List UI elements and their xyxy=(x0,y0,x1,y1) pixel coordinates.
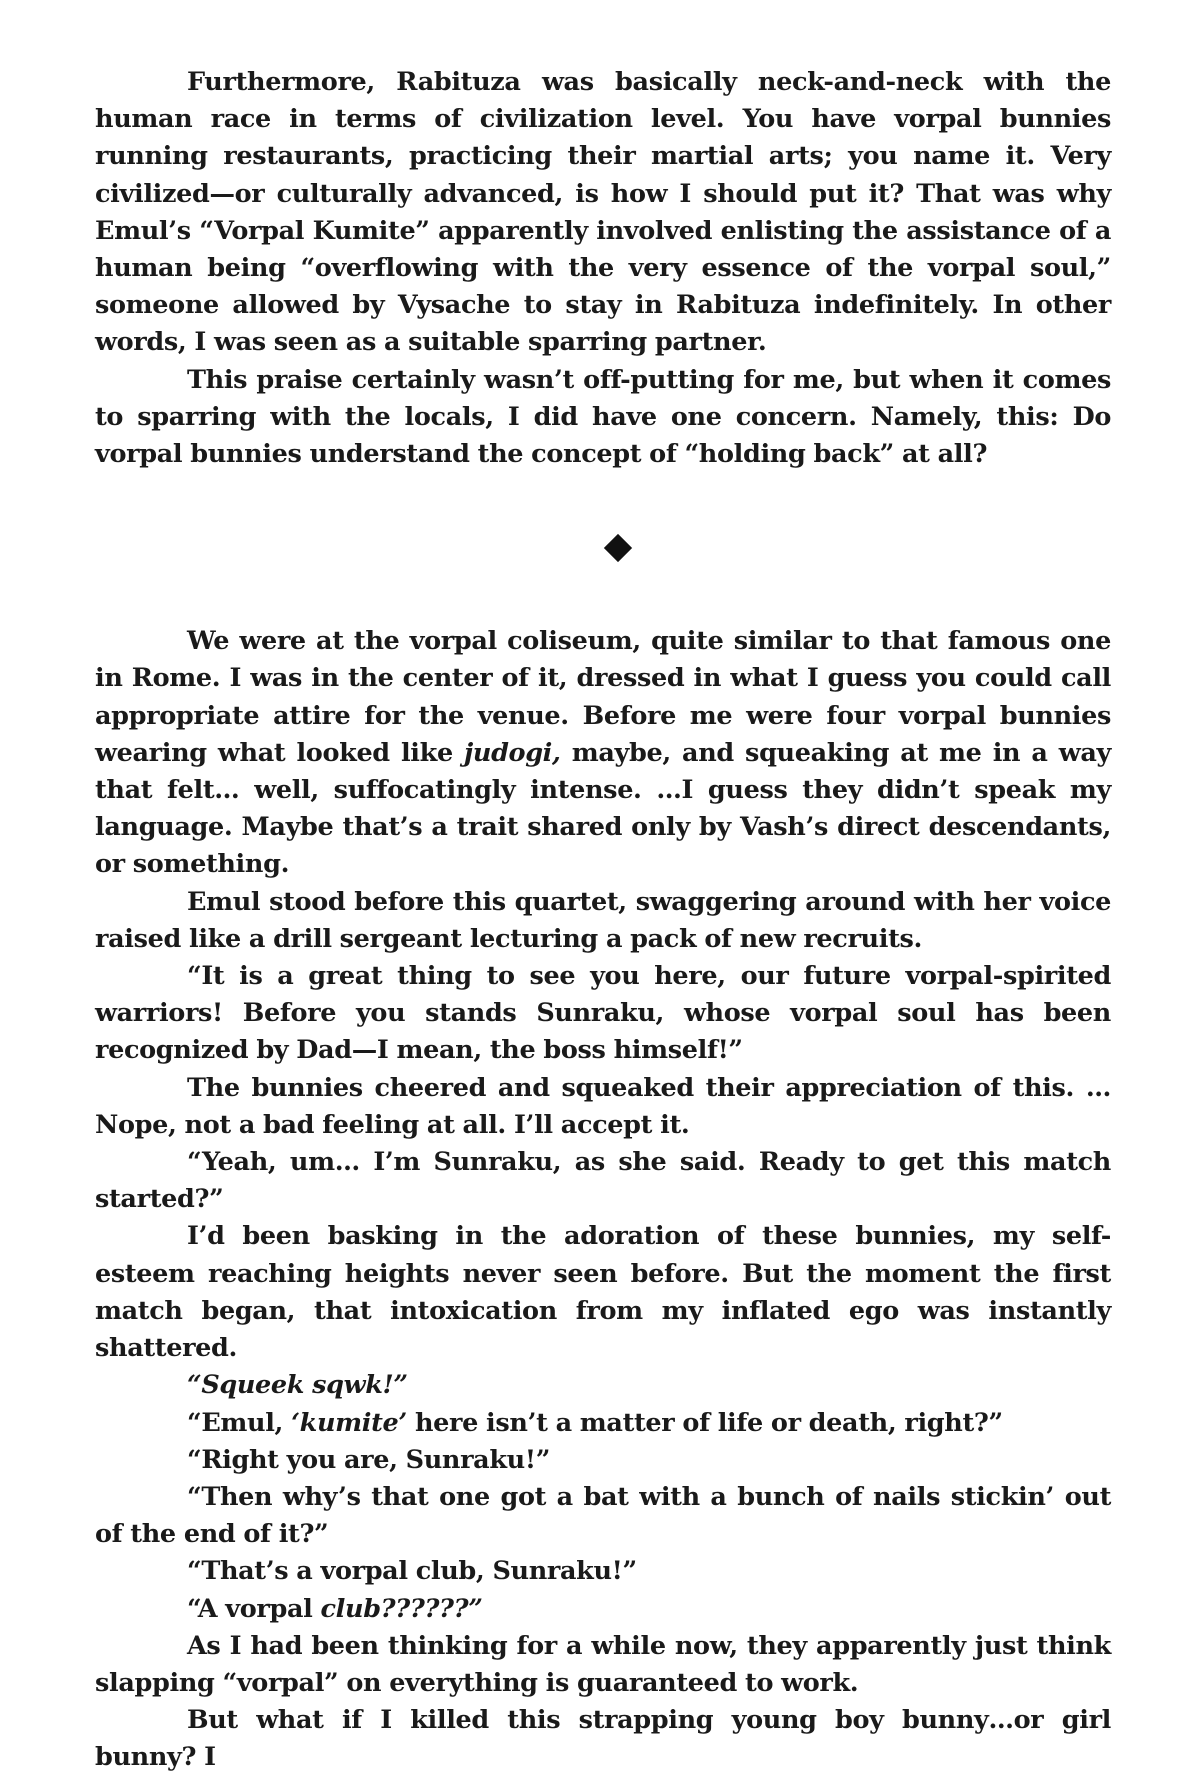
text-run: “It is a great thing to see you here, our future vorpal-spirited warriors! Before you stands Sunraku, whose vorpal soul has been recognized by Dad—I mean, the boss himself!” xyxy=(95,961,1111,1066)
italic-text: ‘kumite’ xyxy=(291,1407,407,1438)
text-run: “Yeah, um… I’m Sunraku, as she said. Ready to get this match started?” xyxy=(95,1147,1111,1215)
text-run: I’d been basking in the adoration of these bunnies, my self-esteem reaching heights never seen before. But the moment the first match began, that intoxication from my inflated ego was instantly shattered. xyxy=(95,1221,1111,1364)
scene-break xyxy=(95,473,1111,623)
italic-text: judogi, xyxy=(464,737,561,768)
text-run: We were at the vorpal coliseum, quite similar to that famous one in Rome. I was in the center of it, dressed in what I guess you could call appropriate attire for the venue. Before me were four vorpal bunnies wearing what looked like xyxy=(95,626,1111,768)
paragraph xyxy=(95,1144,1111,1218)
section-1 xyxy=(95,64,1111,473)
paragraph xyxy=(95,1553,1111,1590)
text-run: But what if I killed this strapping young boy bunny…or girl bunny? I xyxy=(95,1705,1111,1773)
italic-text: “Squeek sqwk!” xyxy=(187,1370,408,1401)
paragraph xyxy=(95,1218,1111,1367)
text-run: “That’s a vorpal club, Sunraku!” xyxy=(187,1556,637,1587)
paragraph xyxy=(95,362,1111,474)
section-2 xyxy=(95,623,1111,1776)
text-run: “Right you are, Sunraku!” xyxy=(187,1444,551,1475)
paragraph xyxy=(95,1479,1111,1553)
italic-text: club??????” xyxy=(320,1593,483,1624)
text-run: “Emul, xyxy=(187,1407,292,1438)
text-run: “A vorpal xyxy=(187,1593,321,1624)
text-run: “Then why’s that one got a bat with a bunch of nails stickin’ out of the end of it?” xyxy=(95,1481,1111,1550)
diamond-icon xyxy=(604,534,632,562)
page-text xyxy=(95,64,1111,1777)
text-run: This praise certainly wasn’t off-putting for me, but when it comes to sparring with the locals, I did have one concern. Namely, this: Do vorpal bunnies understand the concept of “holding back” at all? xyxy=(95,364,1111,470)
paragraph xyxy=(95,1405,1111,1442)
paragraph xyxy=(95,1070,1111,1144)
paragraph xyxy=(95,1442,1111,1479)
paragraph xyxy=(95,1367,1111,1404)
paragraph xyxy=(95,623,1111,883)
paragraph xyxy=(95,884,1111,958)
paragraph xyxy=(95,958,1111,1070)
text-run: here isn’t a matter of life or death, right?” xyxy=(406,1407,1003,1438)
paragraph xyxy=(95,1591,1111,1628)
paragraph xyxy=(95,1628,1111,1702)
paragraph xyxy=(95,64,1111,362)
text-run: Emul stood before this quartet, swaggering around with her voice raised like a drill sergeant lecturing a pack of new recruits. xyxy=(95,886,1111,954)
paragraph xyxy=(95,1702,1111,1776)
text-run: Furthermore, Rabituza was basically neck-and-neck with the human race in terms of civilization level. You have vorpal bunnies running restaurants, practicing their martial arts; you name it. Very civilized—or culturally advanced, is how I should put it? That was why Emul’s “Vorpal Kumite” apparently involved enlisting the assistance of a human being “overflowing with the very essence of the vorpal soul,” someone allowed by Vysache to stay in Rabituza indefinitely. In other words, I was seen as a suitable sparring partner. xyxy=(95,67,1111,358)
text-run: The bunnies cheered and squeaked their appreciation of this. …Nope, not a bad feeling at all. I’ll accept it. xyxy=(95,1072,1111,1140)
text-run: As I had been thinking for a while now, they apparently just think slapping “vorpal” on everything is guaranteed to work. xyxy=(95,1630,1111,1698)
text-run: maybe, and squeaking at me in a way that felt… well, suffocatingly intense. …I guess they didn’t speak my language. Maybe that’s a trait shared only by Vash’s direct descendants, or something. xyxy=(95,737,1111,880)
